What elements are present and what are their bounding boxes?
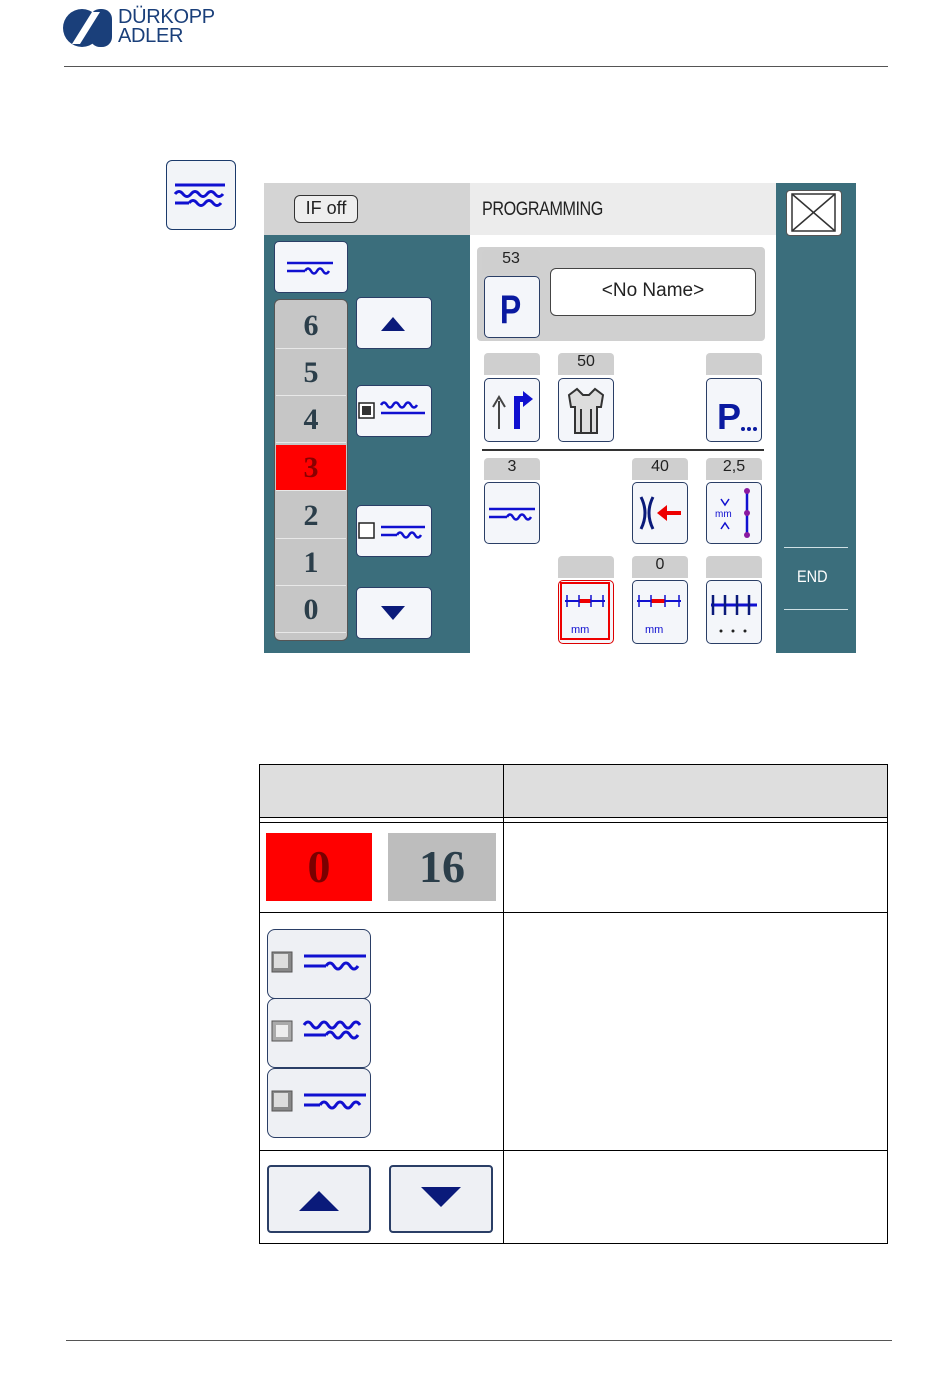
seam-program-unchecked-2[interactable] <box>267 1068 371 1138</box>
scroll-down-button[interactable] <box>356 587 432 639</box>
seam-program-icon <box>166 160 236 230</box>
stitch-length-mm-icon <box>633 581 686 642</box>
brand-line1: DÜRKOPP <box>118 6 215 28</box>
unchecked-seam-icon-1 <box>268 930 369 997</box>
program-p-icon <box>485 277 538 336</box>
end-separator-top <box>784 547 848 548</box>
caption-mm: 0 <box>632 556 688 578</box>
brand-name <box>118 8 215 46</box>
table-row-divider-1 <box>260 912 887 913</box>
seam-icon <box>275 242 346 291</box>
caption-mm-red <box>558 556 614 578</box>
level-0[interactable]: 0 <box>276 587 346 633</box>
table-up-button[interactable] <box>267 1165 371 1233</box>
svg-text:P: P <box>499 286 522 332</box>
row-divider <box>482 449 764 451</box>
arrow-down-icon <box>357 588 430 637</box>
close-icon <box>787 191 840 234</box>
gap-arrow-icon <box>633 483 686 542</box>
end-button[interactable]: END <box>797 567 828 586</box>
brand-logo <box>62 8 232 50</box>
gap-button[interactable] <box>632 482 688 544</box>
unchecked-seam-icon <box>357 506 430 555</box>
level-6[interactable]: 6 <box>276 303 346 349</box>
stitch-count-icon <box>707 581 760 642</box>
stitch-count-button[interactable] <box>706 580 762 644</box>
stitch-length-icon <box>559 581 612 642</box>
svg-text:P: P <box>717 396 742 437</box>
seam-type-button[interactable] <box>274 241 348 293</box>
caption-seam: 3 <box>484 458 540 480</box>
caption-shirt: 50 <box>558 353 614 375</box>
spacing-mm-icon <box>707 483 760 542</box>
logo-mark-icon <box>62 8 114 48</box>
svg-text:mm: mm <box>715 509 732 520</box>
program-name-field[interactable]: <No Name> <box>550 268 756 316</box>
level-4[interactable]: 4 <box>276 397 346 443</box>
header-rule <box>64 66 888 67</box>
arrow-down-large-icon <box>391 1167 491 1231</box>
end-separator-bottom <box>784 609 848 610</box>
level-3-active[interactable]: 3 <box>276 445 346 491</box>
table-header-rule <box>260 817 887 818</box>
close-button[interactable] <box>786 190 842 236</box>
brand-line2: ADLER <box>118 25 184 47</box>
checked-seam-icon-2 <box>268 999 369 1066</box>
spacing-button[interactable] <box>706 482 762 544</box>
direction-button[interactable] <box>484 378 540 442</box>
checked-seam-icon <box>357 386 430 435</box>
level-1[interactable]: 1 <box>276 540 346 586</box>
arrow-up-large-icon <box>269 1167 369 1231</box>
program-more-button[interactable] <box>706 378 762 442</box>
stitch-length-selected-button[interactable] <box>558 580 614 644</box>
caption-dots <box>706 556 762 578</box>
table-down-button[interactable] <box>389 1165 493 1233</box>
seam-button[interactable] <box>484 482 540 544</box>
level-2[interactable]: 2 <box>276 493 346 539</box>
caption-gap: 40 <box>632 458 688 480</box>
scroll-up-button[interactable] <box>356 297 432 349</box>
table-header <box>260 765 887 817</box>
caption-program-more <box>706 353 762 375</box>
svg-text:mm: mm <box>571 624 590 636</box>
active-level-tile: 0 <box>266 833 372 901</box>
program-number: 53 <box>482 250 540 274</box>
footer-rule <box>66 1340 892 1341</box>
program-button[interactable] <box>484 276 540 338</box>
table-row-divider-2 <box>260 1150 887 1151</box>
seam-program-unchecked-1[interactable] <box>267 929 371 999</box>
caption-direction <box>484 353 540 375</box>
garment-button[interactable] <box>558 378 614 442</box>
stitch-length-button[interactable] <box>632 580 688 644</box>
screen-title: PROGRAMMING <box>482 199 603 220</box>
seam-option-checked-button[interactable] <box>356 385 432 437</box>
seam-program-checked[interactable] <box>267 998 371 1068</box>
unchecked-seam-icon-3 <box>268 1069 369 1136</box>
seam-option-unchecked-button[interactable] <box>356 505 432 557</box>
direction-arrows-icon <box>485 379 538 440</box>
table-column-divider <box>503 765 504 1243</box>
if-off-button[interactable]: IF off <box>294 195 358 223</box>
inactive-level-tile: 16 <box>388 833 496 901</box>
arrow-up-icon <box>357 298 430 347</box>
shirt-icon <box>559 379 612 440</box>
program-more-icon <box>707 379 760 440</box>
svg-text:mm: mm <box>645 624 664 636</box>
seam-icon-small <box>485 483 538 542</box>
level-5[interactable]: 5 <box>276 350 346 396</box>
caption-spacing: 2,5 <box>706 458 762 480</box>
table-header-rule-double <box>260 822 887 823</box>
